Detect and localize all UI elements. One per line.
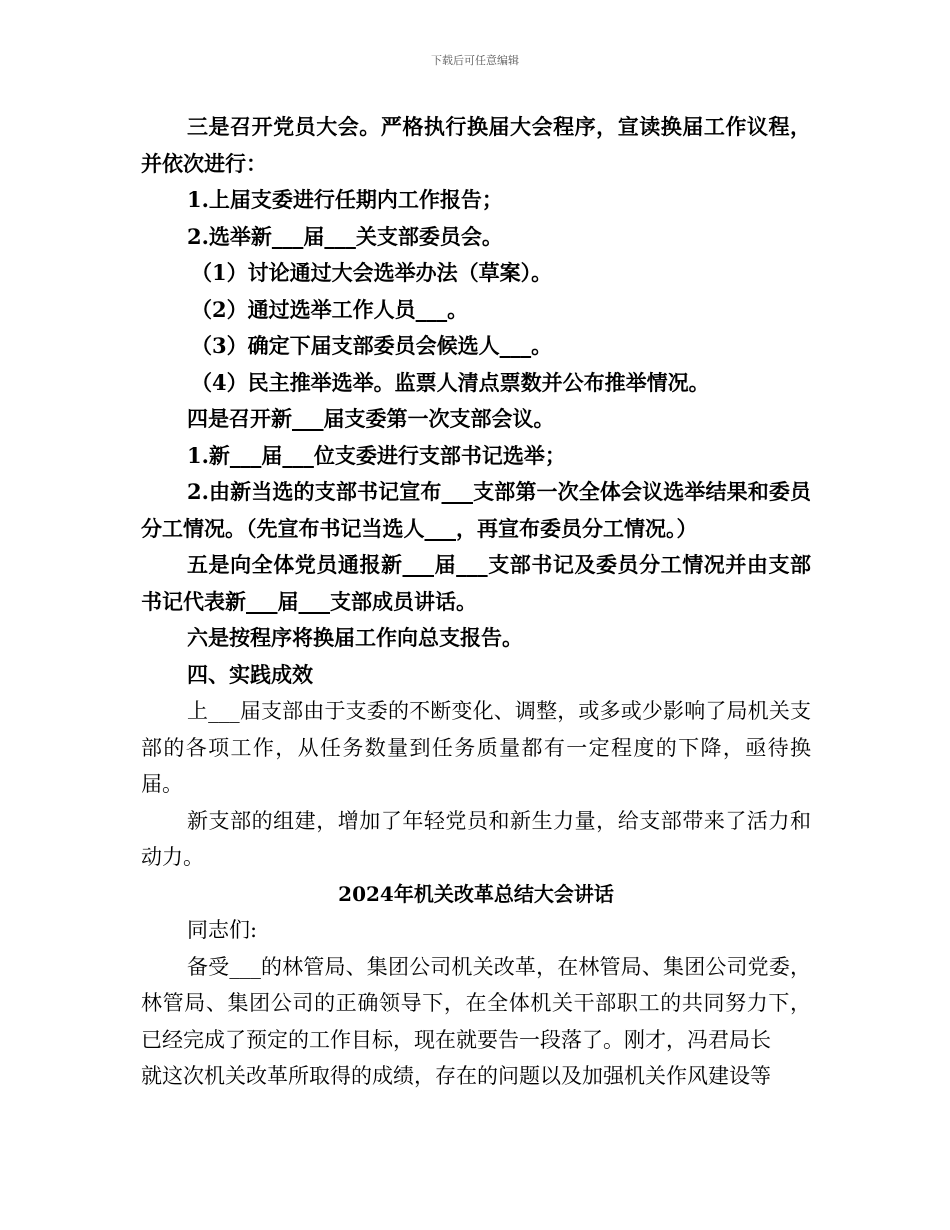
paragraph-new-branch: 新支部的组建，增加了年轻党员和新生力量，给支部带来了活力和动力。 (141, 808, 811, 869)
page-header: 下载后可任意编辑 (431, 54, 519, 67)
paragraph-item-2: 2.选举新___届___关支部委员会。 (187, 223, 503, 249)
paragraph-meeting-item-1: 1.新___届___位支委进行支部书记选举； (187, 442, 566, 468)
paragraph-item-1: 1.上届支委进行任期内工作报告； (187, 187, 503, 212)
paragraph-subitem-1: （1）讨论通过大会选举办法（草案）。 (191, 260, 553, 285)
speech-paragraph: 备受___的林管局、集团公司机关改革，在林管局、集团公司党委，林管局、集团公司的正确领导下，在全体机关干部职工的共同努力下，已经完成了预定的工作目标，现在就要告一段落了。刚才，冯君局长 (141, 954, 811, 1052)
paragraph-notify-members: 五是向全体党员通报新___届___支部书记及委员分工情况并由支部书记代表新___届___支部成员讲话。 (141, 552, 811, 614)
document-body (141, 109, 811, 1095)
paragraph-subitem-3: （3）确定下届支部委员会候选人___。 (191, 333, 553, 358)
paragraph-meeting-item-2: 2.由新当选的支部书记宣布___支部第一次全体会议选举结果和委员分工情况。（先宣布书记当选人___，再宣布委员分工情况。） (141, 479, 811, 541)
speech-salutation: 同志们: (187, 918, 258, 942)
section-heading-results: 四、实践成效 (187, 661, 313, 687)
document-title: 2024年机关改革总结大会讲话 (338, 881, 614, 906)
paragraph-first-meeting: 四是召开新___届支委第一次支部会议。 (187, 406, 555, 431)
paragraph-subitem-2: （2）通过选举工作人员___。 (191, 296, 469, 322)
paragraph-previous-branch: 上___届支部由于支委的不断变化、调整，或多或少影响了局机关支部的各项工作，从任务数量到任务质量都有一定程度的下降，亟待换届。 (141, 699, 811, 796)
paragraph-subitem-4: （4）民主推举选举。监票人清点票数并公布推举情况。 (191, 369, 710, 395)
speech-paragraph-continued: 就这次机关改革所取得的成绩，存在的问题以及加强机关作风建设等 (141, 1064, 771, 1088)
paragraph-party-meeting: 三是召开党员大会。严格执行换届大会程序，宣读换届工作议程，并依次进行： (141, 114, 811, 176)
paragraph-report: 六是按程序将换届工作向总支报告。 (187, 625, 523, 650)
